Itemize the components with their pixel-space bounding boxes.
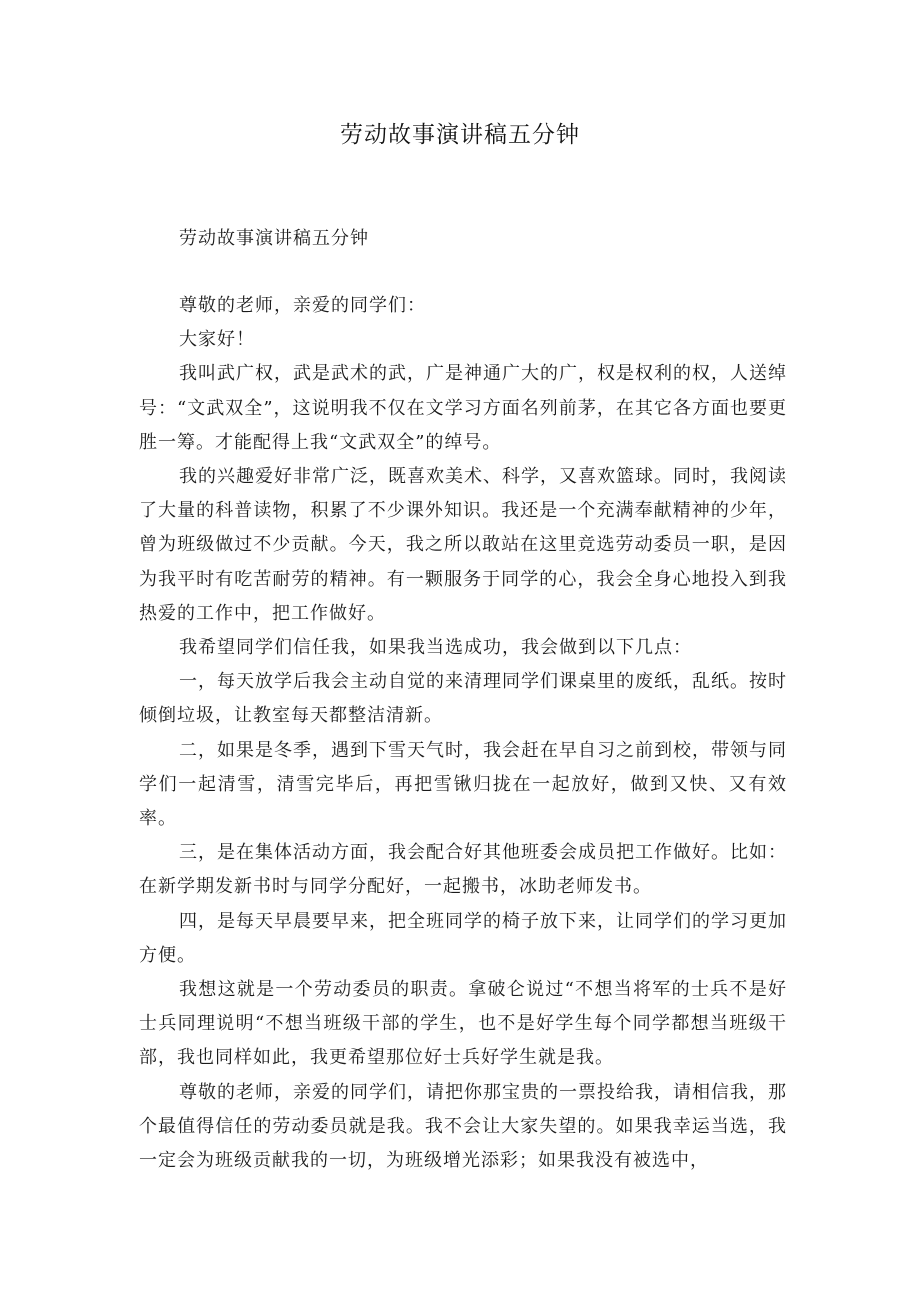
hello-line: 大家好！ [179, 329, 255, 351]
greeting-line: 尊敬的老师，亲爱的同学们： [179, 295, 426, 316]
paragraph-duty: 我想这就是一个劳动委员的职责。拿破仑说过“不想当将军的士兵不是好士兵同理说明“不想当班级干部的学生，也不是好学生每个同学都想当班级干部，我也同样如此，我更希望那位好士兵好学生就是我。 [139, 979, 787, 1069]
paragraph-closing: 尊敬的老师，亲爱的同学们，请把你那宝贵的一票投给我，请相信我，那个最值得信任的劳动委员就是我。我不会让大家失望的。如果我幸运当选，我一定会为班级贡献我的一切，为班级增光添彩；如果我没有被选中， [139, 1081, 787, 1172]
paragraph-point-four: 四，是每天早晨要早来，把全班同学的椅子放下来，让同学们的学习更加方便。 [139, 910, 787, 966]
paragraph-hobbies: 我的兴趣爱好非常广泛，既喜欢美术、科学，又喜欢篮球。同时，我阅读了大量的科普读物，积累了不少课外知识。我还是一个充满奉献精神的少年，曾为班级做过不少贡献。今天，我之所以敢站在这里竞选劳动委员一职，是因为我平时有吃苦耐劳的精神。有一颗服务于同学的心，我会全身心地投入到我热爱的工作中，把工作做好。 [139, 466, 787, 624]
paragraph-promise-intro: 我希望同学们信任我，如果我当选成功，我会做到以下几点： [179, 637, 692, 659]
paragraph-introduction: 我叫武广权，武是武术的武，广是神通广大的广，权是权利的权，人送绰号：“文武双全”，这说明我不仅在文学习方面名列前茅，在其它各方面也要更胜一筹。才能配得上我“文武双全”的绰号。 [139, 363, 787, 453]
paragraph-point-one: 一，每天放学后我会主动自觉的来清理同学们课桌里的废纸，乱纸。按时倾倒垃圾，让教室每天都整洁清新。 [139, 671, 787, 727]
paragraph-point-two: 二，如果是冬季，遇到下雪天气时，我会赶在早自习之前到校，带领与同学们一起清雪，清雪完毕后，再把雪锹归拢在一起放好，做到又快、又有效率。 [139, 739, 787, 830]
paragraph-point-three: 三，是在集体活动方面，我会配合好其他班委会成员把工作做好。比如：在新学期发新书时与同学分配好，一起搬书，冰助老师发书。 [139, 842, 787, 898]
document-title: 劳动故事演讲稿五分钟 [340, 122, 580, 148]
document-subtitle: 劳动故事演讲稿五分钟 [179, 228, 369, 249]
document-body [139, 289, 787, 1178]
